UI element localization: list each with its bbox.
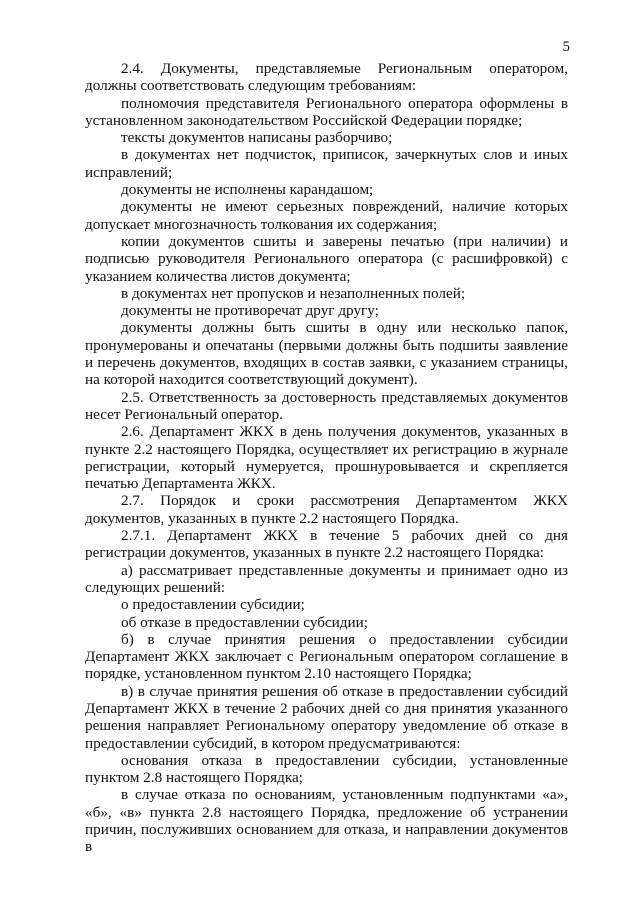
requirement-bound-sealed: документы должны быть сшиты в одну или несколько папок, пронумерованы и опечатаны (первыми должны быть подшиты заявление и перечень документов, входящих в состав заявки, с указанием страницы, на которой находится соответствующий документ). bbox=[85, 319, 568, 389]
requirement-no-erasures: в документах нет подчисток, приписок, зачеркнутых слов и иных исправлений; bbox=[85, 146, 568, 181]
refusal-remedy-proposal: в случае отказа по основаниям, установленным подпунктами «а», «б», «в» пункта 2.8 настоящего Порядка, предложение об устранении причин, послуживших основанием для отказа, и направлении документов в bbox=[85, 786, 568, 856]
requirement-legible: тексты документов написаны разборчиво; bbox=[121, 129, 393, 147]
requirement-no-gaps: в документах нет пропусков и незаполненных полей; bbox=[121, 284, 466, 302]
decision-grant: о предоставлении субсидии; bbox=[121, 596, 305, 614]
paragraph-2-7-1: 2.7.1. Департамент ЖКХ в течение 5 рабочих дней со дня регистрации документов, указанных в пункте 2.2 настоящего Порядка: bbox=[85, 527, 568, 562]
refusal-grounds: основания отказа в предоставлении субсидии, установленные пунктом 2.8 настоящего Порядка; bbox=[85, 751, 568, 787]
paragraph-2-7: 2.7. Порядок и сроки рассмотрения Департаментом ЖКХ документов, указанных в пункте 2.2 настоящего Порядка. bbox=[85, 492, 568, 527]
requirement-authority: полномочия представителя Регионального оператора оформлены в установленном законодательством Российской Федерации порядке; bbox=[85, 94, 568, 129]
paragraph-2-4: 2.4. Документы, представляемые Региональным оператором, должны соответствовать следующим требованиям: bbox=[85, 60, 568, 95]
subitem-b: б) в случае принятия решения о предоставлении субсидии Департамент ЖКХ заключает с Региональным оператором соглашение в порядке, установленном пунктом 2.10 настоящего Порядка; bbox=[85, 630, 568, 683]
subitem-a: а) рассматривает представленные документы и принимает одно из следующих решений: bbox=[85, 561, 568, 596]
requirement-no-damage: документы не имеют серьезных повреждений, наличие которых допускает многозначность толкования их содержания; bbox=[85, 198, 568, 233]
subitem-v: в) в случае принятия решения об отказе в предоставлении субсидий Департамент ЖКХ в течение 2 рабочих дней со дня принятия указанного решения направляет Региональному оператору уведомление об отказе в предоставлении субсидий, в котором предусматриваются: bbox=[85, 682, 568, 752]
requirement-no-contradictions: документы не противоречат друг другу; bbox=[121, 302, 379, 320]
document-body bbox=[85, 60, 568, 856]
decision-refuse: об отказе в предоставлении субсидии; bbox=[121, 613, 369, 631]
requirement-no-pencil: документы не исполнены карандашом; bbox=[121, 181, 374, 199]
page-number: 5 bbox=[562, 39, 570, 55]
paragraph-2-6: 2.6. Департамент ЖКХ в день получения документов, указанных в пункте 2.2 настоящего Порядка, осуществляет их регистрацию в журнале регистрации, который нумеруется, прошнуровывается и скрепляется печатью Департамента ЖКХ. bbox=[85, 423, 568, 493]
paragraph-2-5: 2.5. Ответственность за достоверность представляемых документов несет Региональный оператор. bbox=[85, 388, 568, 423]
requirement-copies-certified: копии документов сшиты и заверены печатью (при наличии) и подписью руководителя Регионального оператора (с расшифровкой) с указанием количества листов документа; bbox=[85, 232, 568, 285]
